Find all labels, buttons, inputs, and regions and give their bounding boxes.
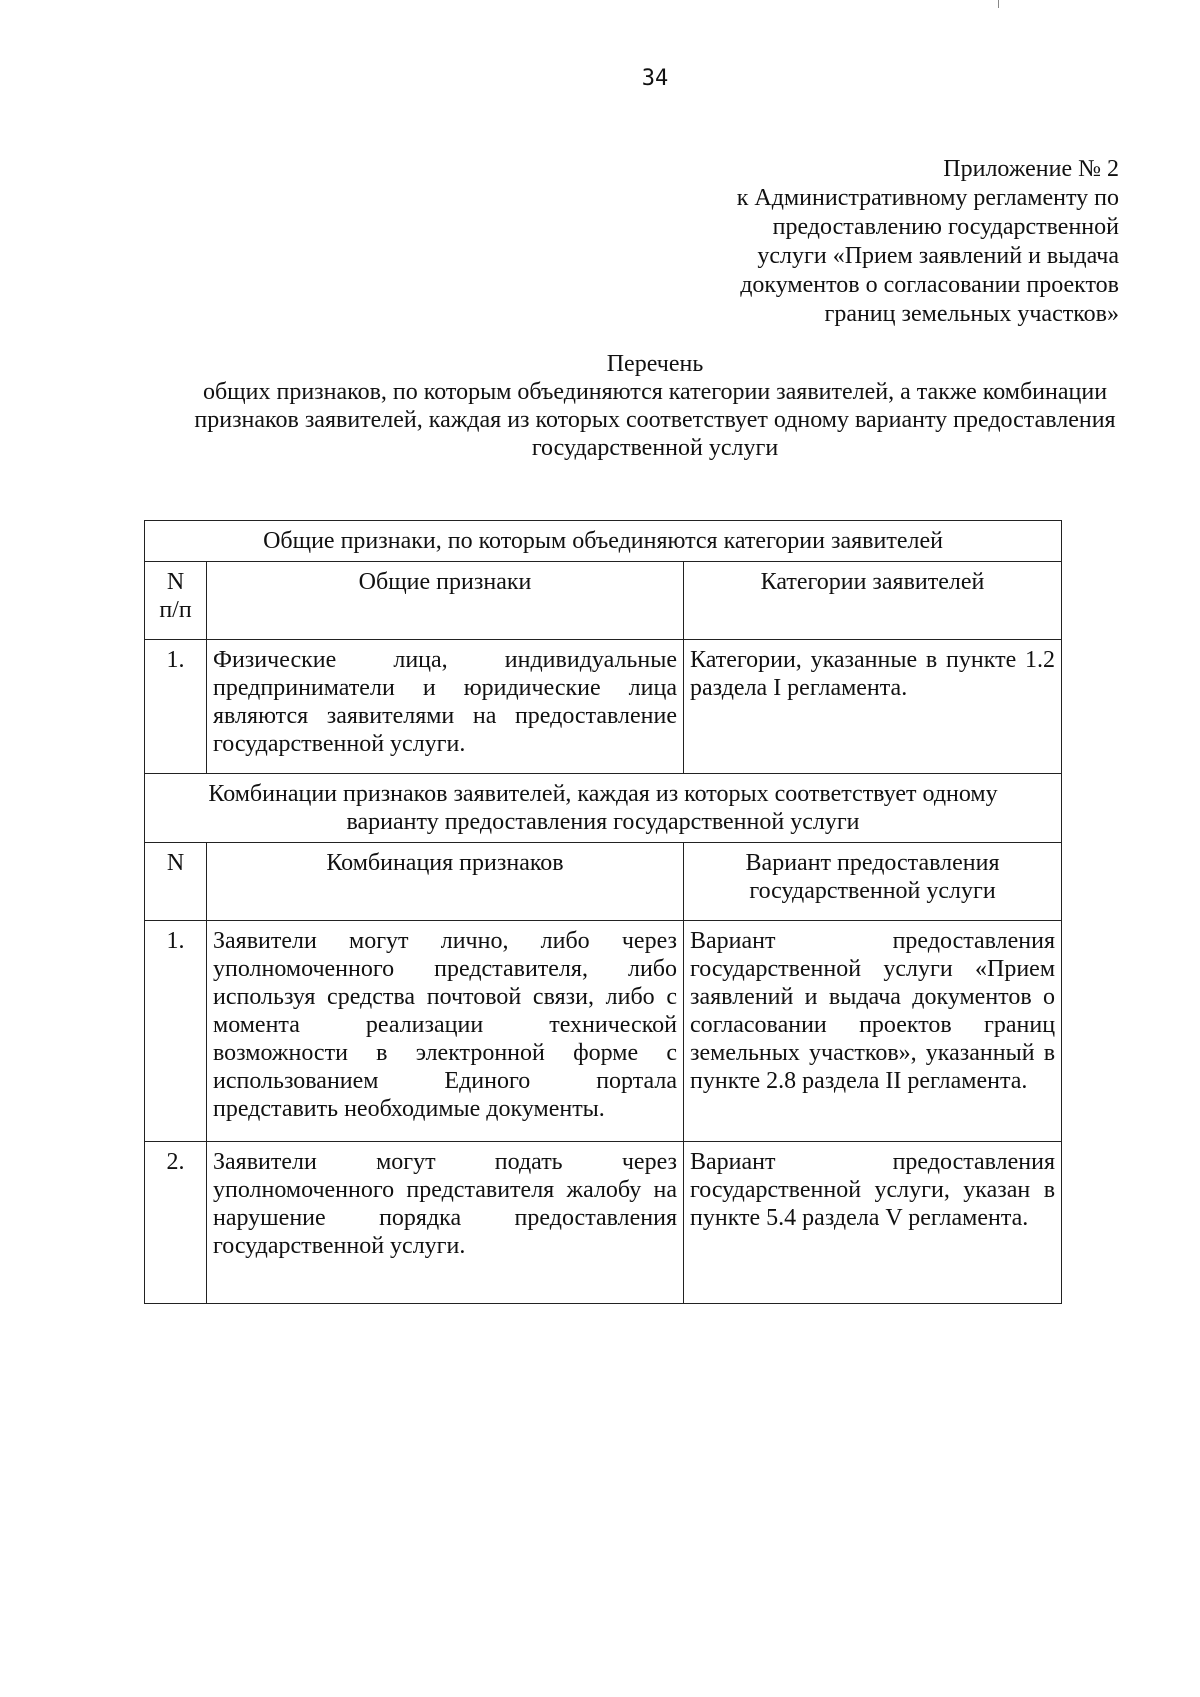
section2-title-row [145, 774, 1062, 843]
appendix-line: предоставлению государственной [772, 214, 1119, 240]
header-combination: Комбинация признаков [207, 843, 684, 921]
row-variant: Вариант предоставления государственной услуги, указан в пункте 5.4 раздела V регламента. [684, 1142, 1062, 1304]
row-criteria: Физические лица, индивидуальные предприниматели и юридические лица являются заявителями на предоставление государственной услуги. [207, 640, 684, 774]
table-row [145, 921, 1062, 1142]
title-line: признаков заявителей, каждая из которых соответствует одному варианту предоставления [194, 407, 1116, 433]
section2-header-row [145, 843, 1062, 921]
row-number: 1. [145, 921, 207, 1142]
table-row [145, 1142, 1062, 1304]
header-common-criteria: Общие признаки [207, 562, 684, 640]
section2-title: Комбинации признаков заявителей, каждая из которых соответствует одному варианту предоставления государственной услуги [145, 774, 1062, 843]
row-number: 1. [145, 640, 207, 774]
appendix-line: Приложение № 2 [943, 156, 1119, 182]
header-num-part: N [166, 569, 185, 595]
row-combination: Заявители могут лично, либо через уполномоченного представителя, либо используя средства почтовой связи, либо с момента реализации технической возможности в электронной форме с использованием Единого портала представить необходимые документы. [207, 921, 684, 1142]
section1-title-row [145, 521, 1062, 562]
appendix-line: границ земельных участков» [824, 301, 1119, 327]
criteria-table [144, 520, 1062, 1304]
scan-edge-mark [998, 0, 999, 8]
section1-header-row [145, 562, 1062, 640]
appendix-line: к Административному регламенту по [736, 185, 1119, 211]
title-line: общих признаков, по которым объединяются категории заявителей, а также комбинации [202, 379, 1108, 405]
appendix-line: документов о согласовании проектов [740, 272, 1119, 298]
table-row [145, 640, 1062, 774]
title-heading: Перечень [606, 351, 704, 377]
title-line: государственной услуги [531, 435, 779, 461]
row-number: 2. [145, 1142, 207, 1304]
row-variant: Вариант предоставления государственной услуги «Прием заявлений и выдача документов о согласовании проектов границ земельных участков», указанный в пункте 2.8 раздела II регламента. [684, 921, 1062, 1142]
header-num-part: п/п [159, 597, 192, 623]
row-categories: Категории, указанные в пункте 1.2 раздела I регламента. [684, 640, 1062, 774]
page-number: 34 [641, 66, 669, 91]
appendix-reference [599, 155, 1119, 329]
header-service-variant: Вариант предоставления государственной услуги [684, 843, 1062, 921]
appendix-line: услуги «Прием заявлений и выдача [757, 243, 1119, 269]
row-combination: Заявители могут подать через уполномоченного представителя жалобу на нарушение порядка предоставления государственной услуги. [207, 1142, 684, 1304]
header-num [145, 562, 207, 640]
document-title [140, 350, 1170, 462]
section1-title: Общие признаки, по которым объединяются категории заявителей [145, 521, 1062, 562]
header-num: N [145, 843, 207, 921]
header-applicant-categories: Категории заявителей [684, 562, 1062, 640]
